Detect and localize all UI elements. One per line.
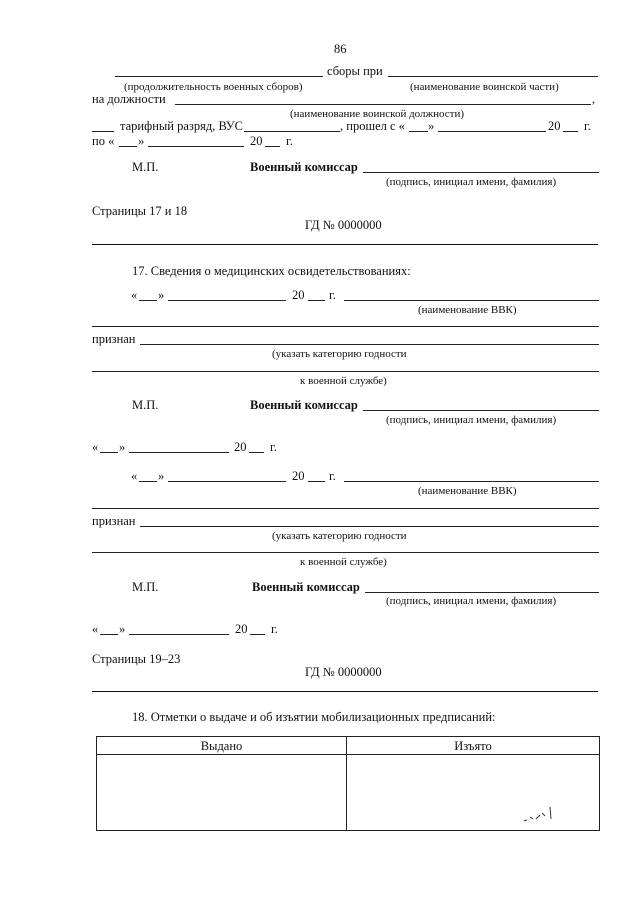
record2-commissar-label: Военный комиссар (252, 580, 360, 594)
record2-month-line (168, 481, 286, 482)
record2-date-quote-open: « (92, 622, 99, 636)
to-year-suffix: г. (286, 134, 293, 148)
to-quote-close: » (138, 134, 145, 148)
position-label: на должности (92, 92, 166, 106)
doc-number-1: ГД № 0000000 (305, 218, 382, 232)
record1-day-line (139, 300, 157, 301)
record2-signature-line (365, 592, 599, 593)
passed-from-label: , прошел с « (340, 119, 405, 133)
record1-signature-line (363, 410, 599, 411)
section-divider-1 (92, 244, 598, 245)
pages-17-18-label: Страницы 17 и 18 (92, 204, 188, 218)
record2-stamp: М.П. (132, 580, 159, 594)
scan-marks (520, 795, 560, 835)
record2-vvk-hint: (наименование ВВК) (418, 485, 517, 497)
record2-year-suffix: г. (329, 469, 336, 483)
passed-day-line (409, 131, 428, 132)
record1-vvk-line (344, 300, 599, 301)
section18-title: 18. Отметки о выдаче и об изъятии мобилизационных предписаний: (132, 710, 496, 724)
passed-month-line (438, 131, 546, 132)
record2-date-quote-close: » (119, 622, 126, 636)
fees-duration-line (115, 76, 323, 77)
record2-year-prefix: 20 (292, 469, 305, 483)
table-header-line (97, 754, 599, 755)
record1-signature-hint: (подпись, инициал имени, фамилия) (386, 414, 557, 426)
military-unit-hint: (наименование воинской части) (410, 81, 559, 93)
record1-year-suffix: г. (329, 288, 336, 302)
to-year-prefix: 20 (250, 134, 263, 148)
to-month-line (148, 146, 244, 147)
record1-category-hint: (указать категорию годности (272, 348, 407, 360)
passed-quote-close: » (428, 119, 435, 133)
record2-year-line (308, 481, 325, 482)
tariff-blank-line (92, 131, 114, 132)
record1-commissar-label: Военный комиссар (250, 398, 358, 412)
record2-date-year-line (250, 634, 265, 635)
record1-date-year-prefix: 20 (234, 440, 247, 454)
record1-date-day-line (100, 452, 118, 453)
record1-month-line (168, 300, 286, 301)
commissar-signature-line (363, 172, 599, 173)
record2-vvk-line (344, 481, 599, 482)
record2-quote-close: » (158, 469, 165, 483)
record1-year-prefix: 20 (292, 288, 305, 302)
record2-quote-open: « (131, 469, 138, 483)
record1-category-line2 (92, 371, 599, 372)
to-prefix: по « (92, 134, 115, 148)
record2-category-line (140, 526, 599, 527)
record1-date-year-suffix: г. (270, 440, 277, 454)
position-comma: , (592, 92, 596, 106)
record1-recognized-label: признан (92, 332, 136, 346)
record1-category-line (140, 344, 599, 345)
section17-title: 17. Сведения о медицинских освидетельствованиях: (132, 264, 411, 278)
fees-word: сборы при (327, 64, 383, 78)
record2-service-hint: к военной службе) (300, 556, 387, 568)
to-year-line (265, 146, 280, 147)
record2-category-line2 (92, 552, 599, 553)
record2-extra-line (92, 508, 599, 509)
record2-date-month-line (129, 634, 229, 635)
section-divider-2 (92, 691, 598, 692)
record1-service-hint: к военной службе) (300, 375, 387, 387)
record2-recognized-label: признан (92, 514, 136, 528)
commissar-label: Военный комиссар (250, 160, 358, 174)
tariff-label: тарифный разряд, ВУС (120, 119, 243, 133)
passed-year-suffix: г. (584, 119, 591, 133)
page-number: 86 (334, 42, 347, 56)
passed-year-line (563, 131, 578, 132)
position-hint: (наименование воинской должности) (290, 108, 465, 120)
table-header-withdrawn: Изъято (454, 739, 492, 753)
signature-hint: (подпись, инициал имени, фамилия) (386, 176, 557, 188)
fees-duration-hint: (продолжительность военных сборов) (124, 81, 303, 93)
doc-number-2: ГД № 0000000 (305, 665, 382, 679)
record1-date-quote-open: « (92, 440, 99, 454)
record1-date-year-line (249, 452, 264, 453)
military-unit-line (388, 76, 598, 77)
record1-extra-line (92, 326, 599, 327)
vus-line (244, 131, 340, 132)
record2-signature-hint: (подпись, инициал имени, фамилия) (386, 595, 557, 607)
stamp-label: М.П. (132, 160, 159, 174)
to-day-line (119, 146, 137, 147)
record2-category-hint: (указать категорию годности (272, 530, 407, 542)
record1-vvk-hint: (наименование ВВК) (418, 304, 517, 316)
record1-stamp: М.П. (132, 398, 159, 412)
record1-date-quote-close: » (119, 440, 126, 454)
table-header-issued: Выдано (200, 739, 243, 753)
record1-year-line (308, 300, 325, 301)
record2-date-day-line (100, 634, 118, 635)
position-line (175, 104, 591, 105)
record2-date-year-suffix: г. (271, 622, 278, 636)
passed-year-prefix: 20 (548, 119, 561, 133)
record1-quote-open: « (131, 288, 138, 302)
record2-date-year-prefix: 20 (235, 622, 248, 636)
record1-quote-close: » (158, 288, 165, 302)
record1-date-month-line (129, 452, 229, 453)
pages-19-23-label: Страницы 19–23 (92, 652, 181, 666)
record2-day-line (139, 481, 157, 482)
